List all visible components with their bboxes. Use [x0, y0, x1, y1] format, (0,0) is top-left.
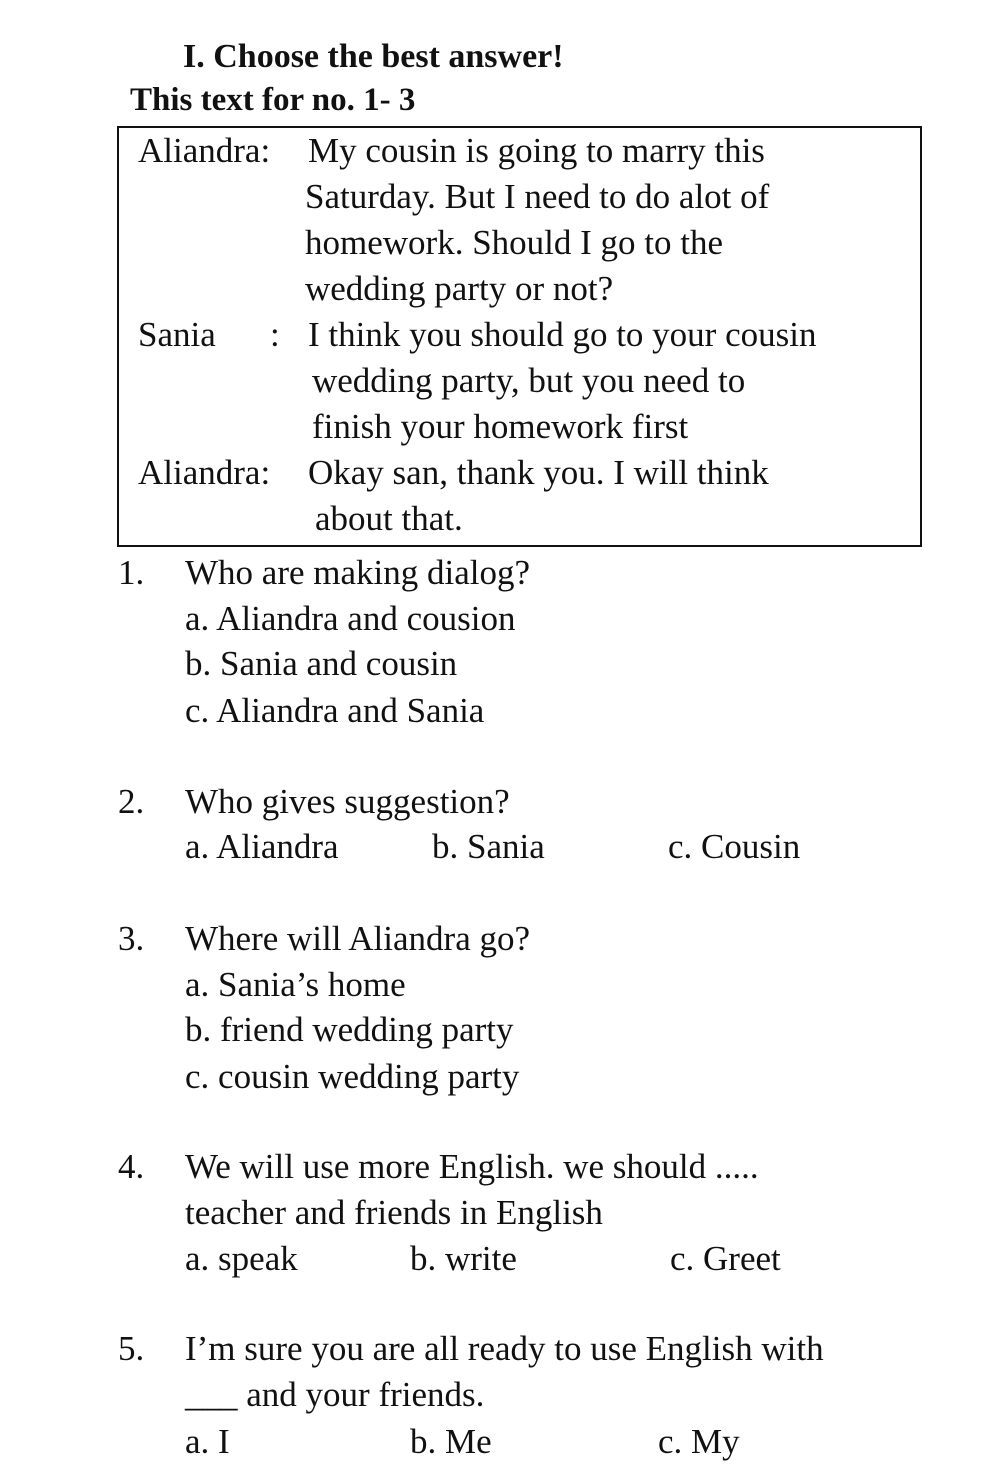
dialog-line: finish your homework first	[312, 407, 689, 446]
question-text: We will use more English. we should .....	[185, 1147, 759, 1186]
answer-option[interactable]: b. write	[410, 1239, 517, 1278]
section-title: I. Choose the best answer!	[183, 38, 564, 75]
dialog-line: about that.	[315, 499, 463, 538]
answer-option[interactable]: a. Aliandra	[185, 827, 339, 866]
answer-option[interactable]: c. Cousin	[668, 827, 801, 866]
answer-option[interactable]: c. cousin wedding party	[185, 1057, 520, 1096]
dialog-line: My cousin is going to marry this	[308, 131, 765, 170]
answer-option[interactable]: c. Greet	[670, 1239, 781, 1278]
text-reference-label: This text for no. 1- 3	[130, 82, 416, 118]
question-text-continued: ___ and your friends.	[185, 1375, 485, 1414]
answer-option[interactable]: a. Aliandra and cousion	[185, 599, 516, 638]
question-text: Who are making dialog?	[185, 553, 531, 592]
question-text-continued: teacher and friends in English	[185, 1193, 603, 1232]
question-number: 3.	[118, 919, 145, 958]
answer-option[interactable]: a. speak	[185, 1239, 298, 1278]
dialog-speaker-aliandra: Aliandra:	[138, 453, 271, 492]
dialog-line: wedding party or not?	[305, 269, 614, 308]
answer-option[interactable]: c. My	[658, 1422, 740, 1461]
answer-option[interactable]: a. Sania’s home	[185, 965, 406, 1004]
answer-option[interactable]: b. Sania	[432, 827, 545, 866]
question-number: 1.	[118, 553, 145, 592]
question-number: 5.	[118, 1329, 145, 1368]
dialog-colon: :	[270, 315, 280, 354]
dialog-line: Okay san, thank you. I will think	[308, 453, 769, 492]
answer-option[interactable]: b. Sania and cousin	[185, 644, 458, 683]
dialog-speaker-sania: Sania	[138, 315, 216, 354]
dialog-line: wedding party, but you need to	[312, 361, 746, 400]
answer-option[interactable]: c. Aliandra and Sania	[185, 691, 485, 730]
answer-option[interactable]: b. Me	[410, 1422, 492, 1461]
answer-option[interactable]: a. I	[185, 1422, 230, 1461]
answer-option[interactable]: b. friend wedding party	[185, 1010, 514, 1049]
question-text: I’m sure you are all ready to use English with	[185, 1329, 824, 1368]
question-text: Where will Aliandra go?	[185, 919, 531, 958]
question-number: 2.	[118, 782, 145, 821]
dialog-speaker-aliandra: Aliandra:	[138, 131, 271, 170]
question-text: Who gives suggestion?	[185, 782, 510, 821]
dialog-line: homework. Should I go to the	[305, 223, 724, 262]
dialog-line: Saturday. But I need to do alot of	[305, 177, 770, 216]
dialog-line: I think you should go to your cousin	[308, 315, 817, 354]
question-number: 4.	[118, 1147, 145, 1186]
